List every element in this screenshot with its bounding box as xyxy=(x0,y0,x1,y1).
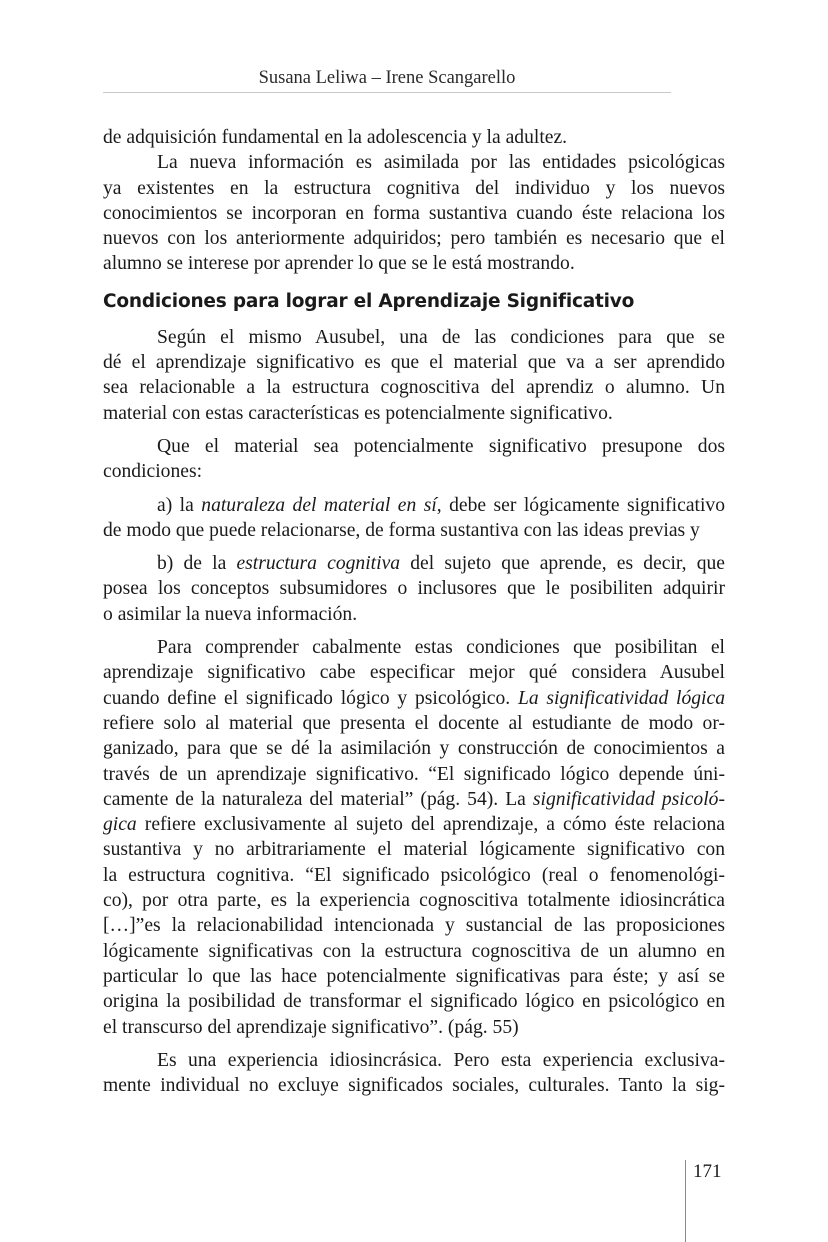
text-line: gica refiere exclusivamente al sujeto del aprendizaje, a cómo éste relaciona xyxy=(103,814,725,836)
text-line: condiciones: xyxy=(103,461,203,483)
running-header: Susana Leliwa – Irene Scangarello xyxy=(258,68,516,88)
text-line: lógicamente significativas con la estructura cognoscitiva de un alumno en xyxy=(103,940,725,962)
section-heading: Condiciones para lograr el Aprendizaje Significativo xyxy=(103,290,635,312)
page-number: 171 xyxy=(693,1161,722,1182)
paragraph xyxy=(103,325,725,426)
emphasis: gica xyxy=(103,814,137,836)
text-line: ya existentes en la estructura cognitiva del individuo y los nuevos xyxy=(103,177,725,199)
text-line: de modo que puede relacionarse, de forma sustantiva con las ideas previas y xyxy=(103,519,700,541)
text-line: posea los conceptos subsumidores o inclusores que le posibiliten adquirir xyxy=(103,578,725,600)
text-line: Que el material sea potencialmente significativo presupone dos xyxy=(157,435,725,457)
text-line: través de un aprendizaje significativo. “El significado lógico depende úni- xyxy=(103,763,725,785)
paragraph xyxy=(103,434,725,485)
text-line: Es una experiencia idiosincrásica. Pero esta experiencia exclusiva- xyxy=(157,1049,725,1071)
text-line: nuevos con los anteriormente adquiridos; pero también es necesario que el xyxy=(103,228,725,250)
text-line: cuando define el significado lógico y psicológico. La significatividad lógica xyxy=(103,687,725,709)
paragraph xyxy=(103,1048,725,1099)
text-line: a) la naturaleza del material en sí, debe ser lógicamente significativo xyxy=(157,494,725,516)
text-line: dé el aprendizaje significativo es que el material que va a ser aprendido xyxy=(103,352,725,374)
emphasis: significatividad psicoló- xyxy=(532,788,725,810)
emphasis: naturaleza del material en sí xyxy=(201,494,437,516)
text-line: conocimientos se incorporan en forma sustantiva cuando éste relaciona los xyxy=(103,202,725,224)
condition-a xyxy=(103,493,725,544)
text-line: aprendizaje significativo cabe especificar mejor qué considera Ausubel xyxy=(103,662,725,684)
page-number-rule xyxy=(685,1160,686,1242)
text-line: mente individual no excluye significados sociales, culturales. Tanto la sig- xyxy=(103,1075,725,1097)
emphasis: La significatividad lógica xyxy=(517,687,725,709)
header-divider xyxy=(103,92,671,93)
text-line: b) de la estructura cognitiva del sujeto que aprende, es decir, que xyxy=(157,553,725,575)
text-line: origina la posibilidad de transformar el significado lógico en psicológico en xyxy=(103,991,725,1013)
text-line: Para comprender cabalmente estas condiciones que posibilitan el xyxy=(157,637,725,659)
condition-b xyxy=(103,551,725,627)
text-line: refiere solo al material que presenta el docente al estudiante de modo or- xyxy=(103,712,725,734)
text-line: o asimilar la nueva información. xyxy=(103,603,358,625)
text-line: sea relacionable a la estructura cognoscitiva del aprendiz o alumno. Un xyxy=(103,377,725,399)
text-line: de adquisición fundamental en la adolescencia y la adultez. xyxy=(103,127,568,148)
body-text xyxy=(103,125,725,1098)
emphasis: estructura cognitiva xyxy=(236,553,401,575)
text-line: la estructura cognitiva. “El significado psicológico (real o fenomenológi- xyxy=(103,864,725,886)
text-line: material con estas características es potencialmente significativo. xyxy=(103,402,613,424)
text-line: La nueva información es asimilada por las entidades psicológicas xyxy=(157,152,725,174)
text-line: sustantiva y no arbitrariamente el material lógicamente significativo con xyxy=(103,839,725,861)
text-line: […]”es la relacionabilidad intencionada y sustancial de las proposiciones xyxy=(103,915,725,937)
paragraph xyxy=(103,150,725,276)
text-line: alumno se interese por aprender lo que se le está mostrando. xyxy=(103,253,575,275)
text-line: co), por otra parte, es la experiencia cognoscitiva totalmente idiosincrática xyxy=(103,890,725,912)
text-line: ganizado, para que se dé la asimilación y construcción de conocimientos a xyxy=(103,738,725,760)
paragraph xyxy=(103,635,725,1040)
text-line: camente de la naturaleza del material” (pág. 54). La significatividad psicoló- xyxy=(103,788,725,810)
text-line: particular lo que las hace potencialmente significativas para éste; y así se xyxy=(103,965,725,987)
paragraph-continuation xyxy=(103,125,725,150)
text-line: el transcurso del aprendizaje significativo”. (pág. 55) xyxy=(103,1016,519,1038)
text-line: Según el mismo Ausubel, una de las condiciones para que se xyxy=(157,326,725,348)
